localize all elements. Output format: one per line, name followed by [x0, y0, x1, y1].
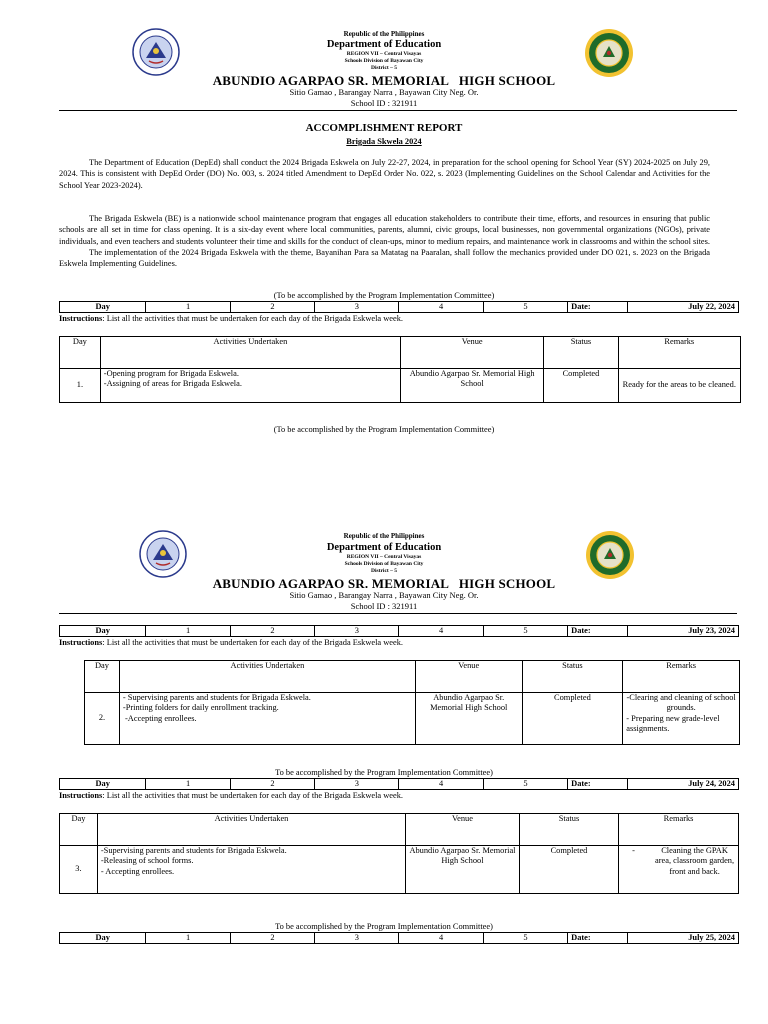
row-activities — [97, 846, 405, 894]
instructions-1 — [59, 314, 403, 323]
header-division: Schools Division of Bayawan City — [344, 58, 424, 64]
activity-item: -Printing folders for daily enrollment tracking. — [122, 703, 279, 713]
day-num: 5 — [483, 302, 567, 313]
header-republic: Republic of the Philippines — [343, 532, 425, 540]
instructions-label: Instructions — [59, 638, 103, 647]
date-label: Date: — [568, 933, 627, 944]
paragraph-3: The implementation of the 2024 Brigada Eskwela with the theme, Bayanihan Para sa Matatag na Paaralan, shall follow the mechanics provided under DO 021, s. 2023 on the Brigada Eskwela Implementing Guidelines. — [59, 248, 710, 269]
header-district: District – 5 — [371, 568, 397, 574]
day-num: 3 — [315, 302, 399, 313]
row-activities — [100, 369, 400, 403]
row-status: Completed — [544, 369, 618, 403]
day-num: 3 — [315, 626, 399, 637]
header-school-id: School ID : 321911 — [350, 601, 418, 611]
instructions-2 — [59, 638, 403, 647]
activity-table-3 — [59, 813, 739, 894]
row-remarks — [619, 846, 739, 894]
row-activities — [119, 693, 415, 745]
day-num: 5 — [483, 933, 567, 944]
instructions-text: : List all the activities that must be undertaken for each day of the Brigada Eskwela week. — [102, 638, 403, 647]
day-num: 2 — [230, 933, 314, 944]
day-label: Day — [60, 626, 146, 637]
table-row — [60, 846, 739, 894]
day-label: Day — [60, 302, 146, 313]
committee-note-4: To be accomplished by the Program Implementation Committee) — [275, 922, 493, 931]
row-venue: Abundio Agarpao Sr. Memorial High School — [415, 693, 522, 745]
day-num: 4 — [399, 302, 483, 313]
day-bar-1 — [59, 301, 739, 313]
committee-note-2: (To be accomplished by the Program Implementation Committee) — [273, 425, 495, 434]
instructions-label: Instructions — [59, 791, 103, 800]
header-division: Schools Division of Bayawan City — [344, 561, 424, 567]
day-num: 4 — [399, 779, 483, 790]
date-label: Date: — [568, 626, 627, 637]
day-num: 1 — [146, 933, 230, 944]
day-num: 5 — [483, 626, 567, 637]
col-activities: Activities Undertaken — [119, 661, 415, 693]
bullet-icon: - — [632, 846, 635, 855]
col-venue: Venue — [401, 337, 544, 369]
header-divider — [59, 110, 737, 111]
header-divider — [59, 613, 737, 614]
date-value: July 23, 2024 — [627, 626, 739, 637]
row-day: 1. — [60, 369, 101, 403]
paragraph-2: The Brigada Eskwela (BE) is a nationwide school maintenance program that engages all education stakeholders to contribute their time, efforts, and resources in ensuring that public schools are all set in time for class opening. It is a six-day event where local communities, parents, alumni, civic groups, local businesses, non governmental organizations (NGOs), private individuals, and even teachers and students volunteer their time and skills for the conduct of clean-ups, minor to medium repairs, and maintenance work in classrooms and within the school sites. — [59, 214, 710, 246]
report-title: ACCOMPLISHMENT REPORT — [305, 122, 463, 134]
table-row — [85, 693, 740, 745]
day-num: 3 — [315, 779, 399, 790]
row-day: 3. — [60, 846, 98, 894]
header-department: Department of Education — [326, 39, 442, 50]
row-status: Completed — [519, 846, 618, 894]
col-status: Status — [544, 337, 618, 369]
committee-note-3: To be accomplished by the Program Implementation Committee) — [275, 768, 493, 777]
deped-seal-logo — [132, 28, 180, 76]
row-day: 2. — [85, 693, 120, 745]
day-num: 2 — [230, 779, 314, 790]
activity-item: -Accepting enrollees. — [122, 713, 197, 723]
col-remarks: Remarks — [623, 661, 740, 693]
header-region: REGION VII – Central Visayas — [346, 51, 422, 57]
header-school-name: ABUNDIO AGARPAO SR. MEMORIAL HIGH SCHOOL — [212, 73, 556, 88]
col-status: Status — [519, 814, 618, 846]
header-region: REGION VII – Central Visayas — [346, 554, 422, 560]
paragraph-1: The Department of Education (DepEd) shall conduct the 2024 Brigada Eskwela on July 22-27, 2024, in preparation for the school opening for School Year (SY) 2024-2025 on July 29, 2024. This is consistent with DepEd Order (DO) No. 003, s. 2024 titled Amendment to DepEd Order No. 022, s. 2023 (Implementing Guidelines on the School Calendar and Activities for the School Year 2023-2024). — [59, 158, 710, 190]
header-department: Department of Education — [326, 542, 442, 553]
row-status: Completed — [522, 693, 623, 745]
day-bar-3 — [59, 778, 739, 790]
col-venue: Venue — [415, 661, 522, 693]
deped-seal-logo — [139, 530, 187, 578]
day-num: 4 — [399, 626, 483, 637]
row-remarks: Ready for the areas to be cleaned. — [618, 369, 740, 403]
day-label: Day — [60, 779, 146, 790]
header-address: Sitio Gamao , Barangay Narra , Bayawan City Neg. Or. — [289, 590, 479, 600]
col-activities: Activities Undertaken — [97, 814, 405, 846]
date-value: July 24, 2024 — [627, 779, 739, 790]
day-num: 1 — [146, 302, 230, 313]
header-address: Sitio Gamao , Barangay Narra , Bayawan City Neg. Or. — [289, 87, 479, 97]
table-row — [60, 369, 741, 403]
activity-item: - Supervising parents and students for Brigada Eskwela. — [122, 693, 311, 702]
instructions-3 — [59, 791, 403, 800]
date-value: July 25, 2024 — [627, 933, 739, 944]
date-label: Date: — [568, 779, 627, 790]
activity-item: - Accepting enrollees. — [100, 866, 175, 876]
committee-note-1: (To be accomplished by the Program Implementation Committee) — [273, 291, 495, 300]
date-label: Date: — [568, 302, 627, 313]
col-status: Status — [522, 661, 623, 693]
remark-item: Cleaning the GPAK area, classroom garden, front and back. — [655, 846, 735, 876]
activity-table-2 — [84, 660, 740, 745]
header-school-id: School ID : 321911 — [350, 98, 418, 108]
remark-item: - Preparing new grade-level assignments. — [626, 713, 720, 734]
day-bar-4 — [59, 932, 739, 944]
activity-item: -Supervising parents and students for Brigada Eskwela. — [100, 846, 287, 855]
activity-item: -Opening program for Brigada Eskwela. — [103, 369, 239, 378]
row-venue: Abundio Agarpao Sr. Memorial High School — [406, 846, 520, 894]
col-venue: Venue — [406, 814, 520, 846]
day-num: 4 — [399, 933, 483, 944]
header-republic: Republic of the Philippines — [343, 30, 425, 38]
col-day: Day — [60, 337, 101, 369]
activity-item: -Releasing of school forms. — [100, 856, 194, 866]
day-num: 2 — [230, 626, 314, 637]
activity-item: -Assigning of areas for Brigada Eskwela. — [103, 379, 242, 389]
day-num: 1 — [146, 626, 230, 637]
day-num: 5 — [483, 779, 567, 790]
day-num: 2 — [230, 302, 314, 313]
instructions-text: : List all the activities that must be undertaken for each day of the Brigada Eskwela week. — [102, 314, 403, 323]
remark-item: -Clearing and cleaning of school grounds. — [626, 693, 736, 713]
day-bar-2 — [59, 625, 739, 637]
header-district: District – 5 — [371, 65, 397, 71]
col-activities: Activities Undertaken — [100, 337, 400, 369]
header-school-name: ABUNDIO AGARPAO SR. MEMORIAL HIGH SCHOOL — [212, 576, 556, 591]
report-subtitle: Brigada Skwela 2024 — [346, 137, 422, 146]
col-remarks: Remarks — [618, 337, 740, 369]
instructions-text: : List all the activities that must be undertaken for each day of the Brigada Eskwela week. — [102, 791, 403, 800]
row-remarks — [623, 693, 740, 745]
row-venue: Abundio Agarpao Sr. Memorial High School — [401, 369, 544, 403]
day-num: 1 — [146, 779, 230, 790]
school-seal-logo — [584, 28, 634, 78]
day-num: 3 — [315, 933, 399, 944]
school-seal-logo — [585, 530, 635, 580]
date-value: July 22, 2024 — [627, 302, 739, 313]
col-day: Day — [60, 814, 98, 846]
instructions-label: Instructions — [59, 314, 103, 323]
col-day: Day — [85, 661, 120, 693]
activity-table-1 — [59, 336, 741, 403]
day-label: Day — [60, 933, 146, 944]
col-remarks: Remarks — [619, 814, 739, 846]
